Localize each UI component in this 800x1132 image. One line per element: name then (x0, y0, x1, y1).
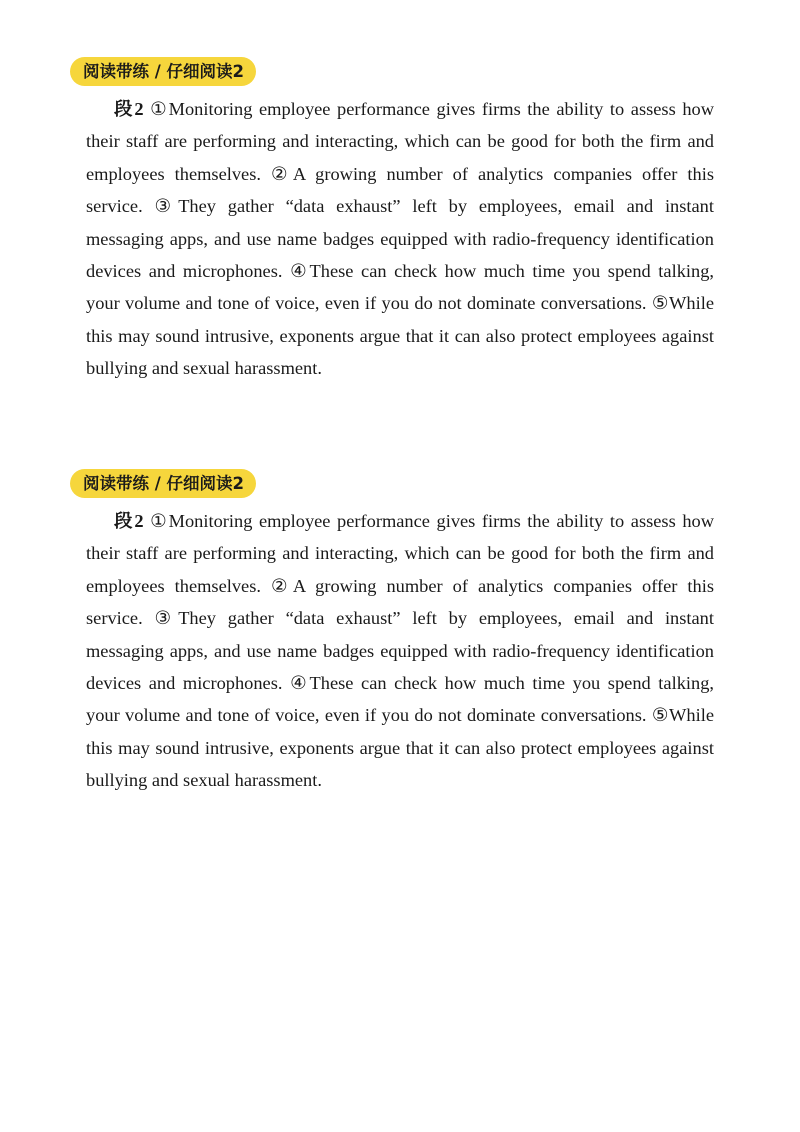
paragraph (86, 505, 714, 797)
paragraph-text: ①Monitoring employee performance gives firms the ability to assess how their staff are performing and interacting, which can be good for both the firm and employees themselves. ②A growing number of analytics companies offer this service. ③They gather “data exhaust” left by employees, email and instant messaging apps, and use name badges equipped with radio-frequency identification devices and microphones. ④These can check how much time you spend talking, your volume and tone of voice, even if you do not dominate conversations. ⑤While this may sound intrusive, exponents argue that it can also protect employees against bullying and sexual harassment. (86, 511, 714, 791)
section-tag: 阅读带练 / 仔细阅读2 (70, 469, 256, 498)
section-tag: 阅读带练 / 仔细阅读2 (70, 57, 256, 86)
paragraph (86, 93, 714, 385)
paragraph-label: 段2 (114, 99, 144, 119)
paragraph-text: ①Monitoring employee performance gives firms the ability to assess how their staff are performing and interacting, which can be good for both the firm and employees themselves. ②A growing number of analytics companies offer this service. ③They gather “data exhaust” left by employees, email and instant messaging apps, and use name badges equipped with radio-frequency identification devices and microphones. ④These can check how much time you spend talking, your volume and tone of voice, even if you do not dominate conversations. ⑤While this may sound intrusive, exponents argue that it can also protect employees against bullying and sexual harassment. (86, 99, 714, 379)
paragraph-label: 段2 (114, 511, 144, 531)
